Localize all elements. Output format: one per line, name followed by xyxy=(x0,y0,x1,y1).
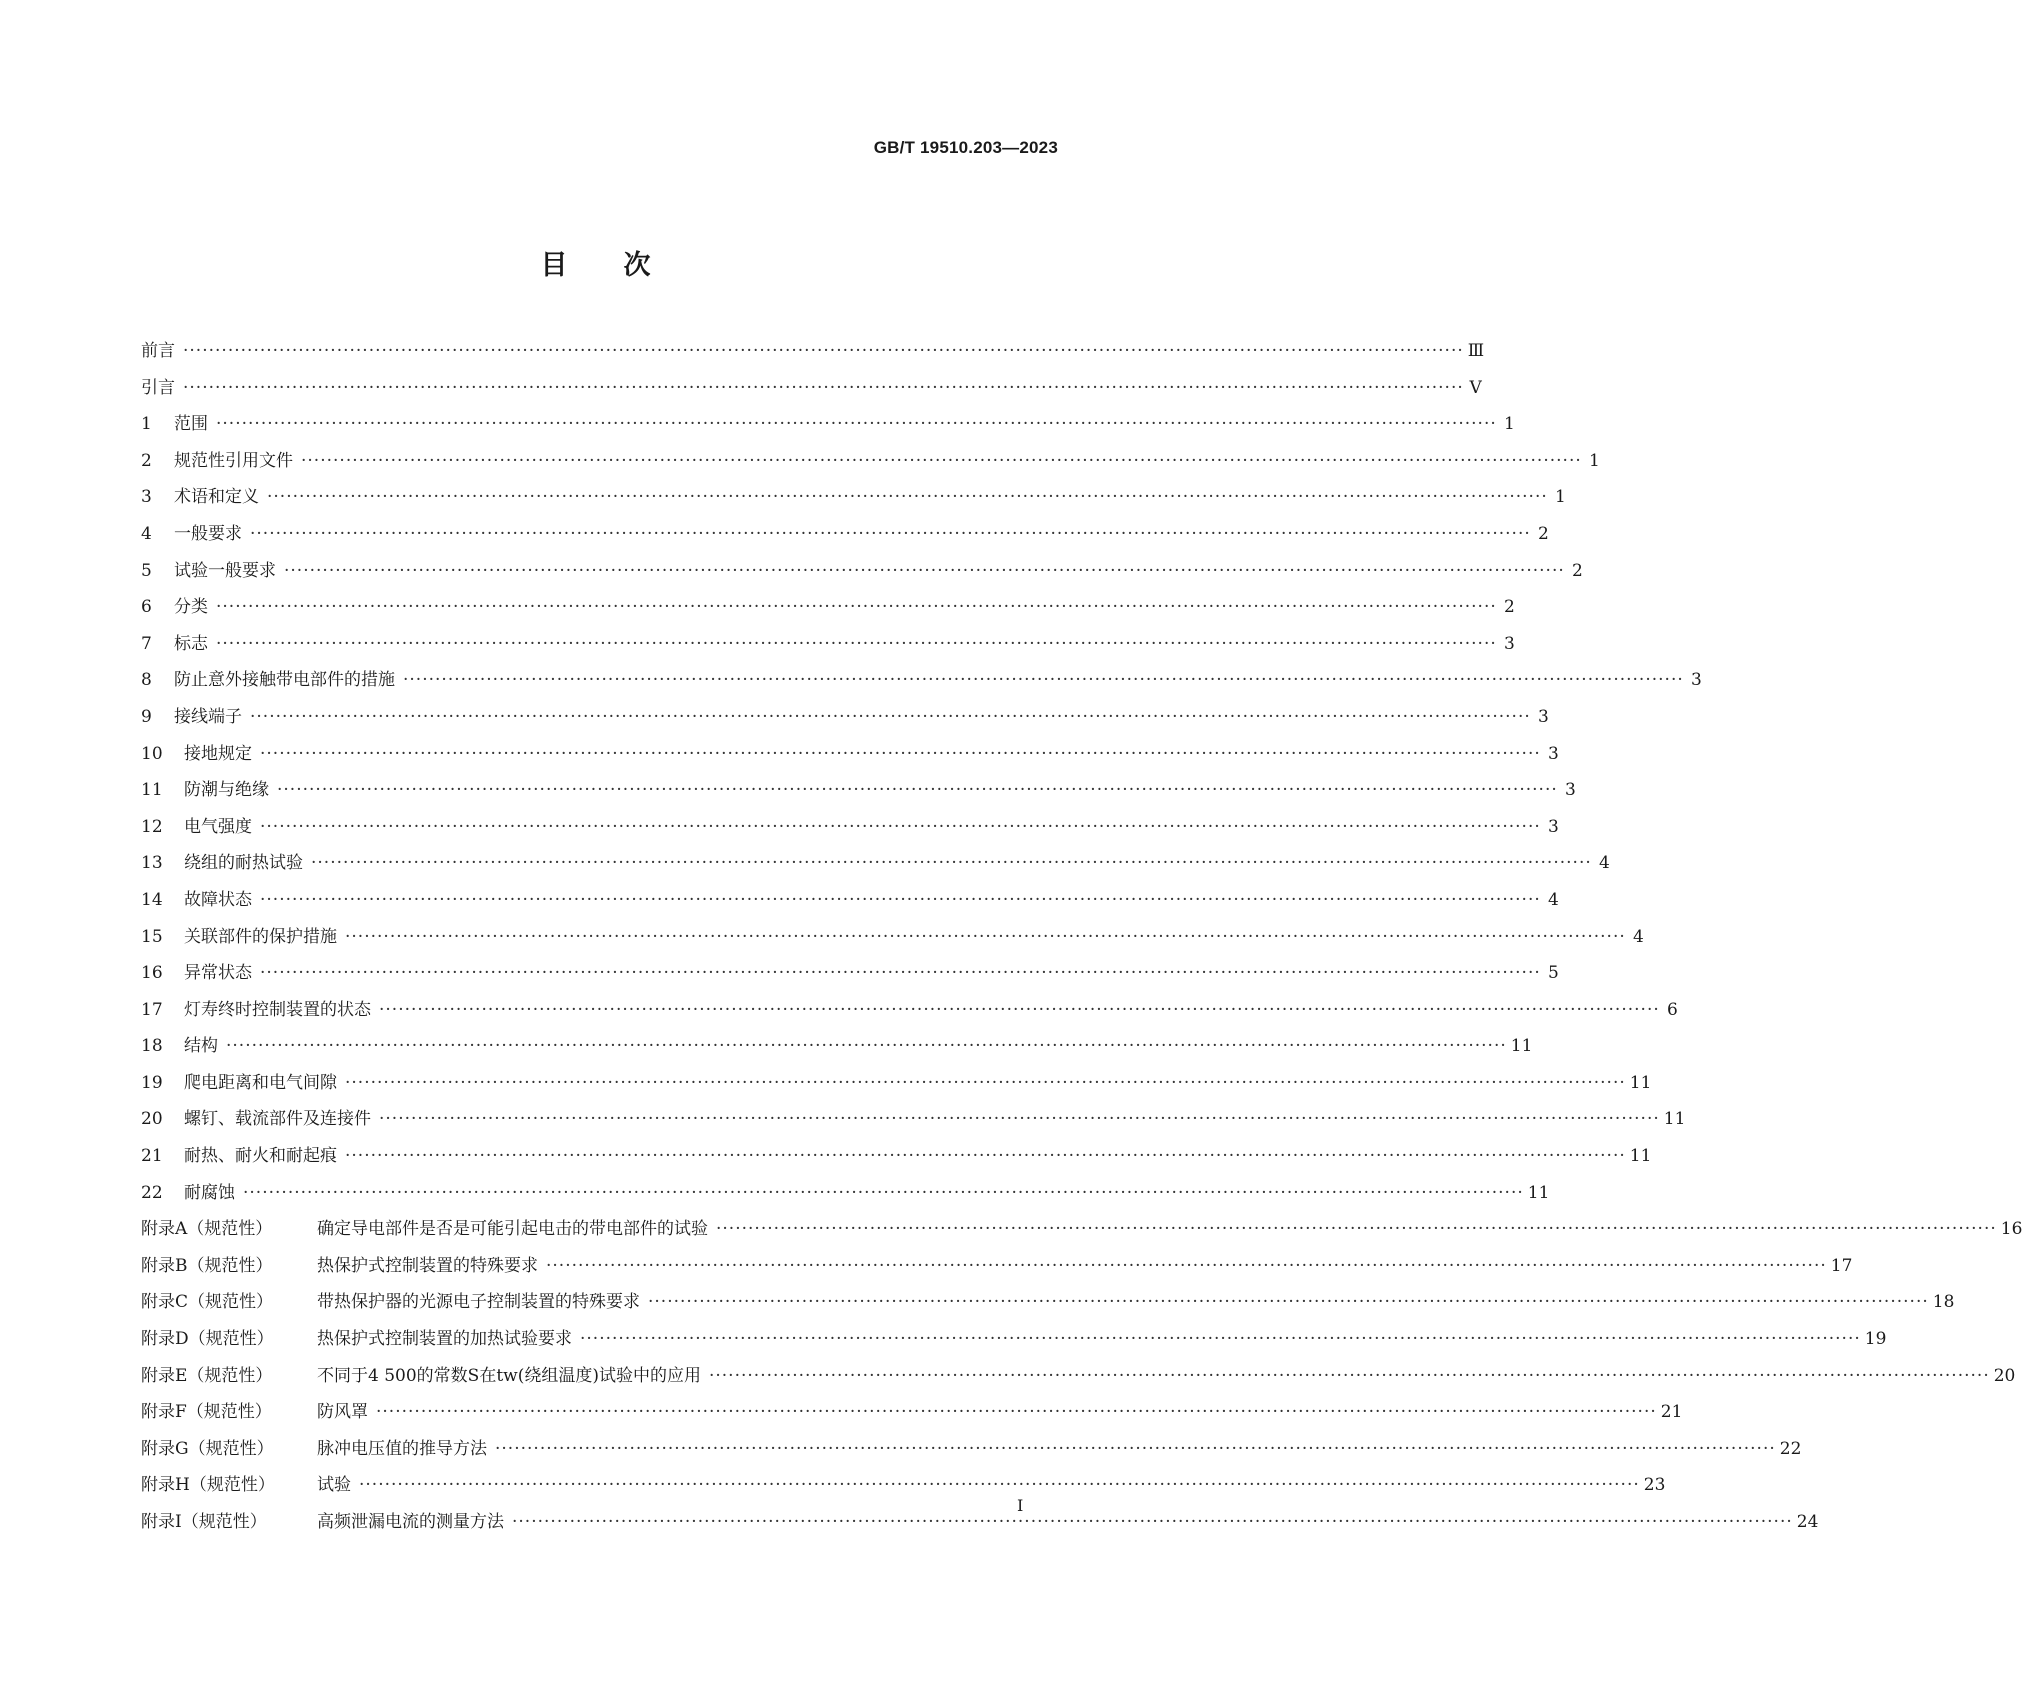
toc-entry[interactable] xyxy=(141,1101,1686,1138)
toc-page-number: 3 xyxy=(1537,706,1549,727)
toc-entry-number: 19 xyxy=(141,1072,163,1093)
toc-entry-title: 异常状态 xyxy=(184,963,252,984)
toc-entry-number: 15 xyxy=(141,926,163,947)
toc-dot-leader: ········································································································································································································ xyxy=(495,1438,1776,1459)
toc-dot-leader: ········································································································································································································ xyxy=(260,963,1541,984)
toc-entry[interactable] xyxy=(141,626,1515,663)
toc-dot-leader: ········································································································································································································ xyxy=(379,999,1660,1020)
toc-annex-label: 附录F（规范性） xyxy=(141,1402,272,1423)
toc-entry[interactable] xyxy=(141,333,1485,370)
toc-dot-leader: ········································································································································································································ xyxy=(226,1036,1507,1057)
toc-entry-title: 耐热、耐火和耐起痕 xyxy=(184,1146,337,1167)
toc-entry-number: 22 xyxy=(141,1182,163,1203)
toc-entry[interactable] xyxy=(141,845,1610,882)
toc-entry[interactable] xyxy=(141,1431,1802,1468)
toc-dot-leader: ········································································································································································································ xyxy=(311,853,1592,874)
toc-entry-number: 3 xyxy=(141,487,152,508)
toc-entry-title: 一般要求 xyxy=(174,523,242,544)
standard-number: GB/T 19510.203—2023 xyxy=(873,138,1058,157)
toc-dot-leader: ········································································································································································································ xyxy=(183,377,1464,398)
toc-dot-leader: ········································································································································································································ xyxy=(216,597,1497,618)
toc-page-number: 4 xyxy=(1598,853,1610,874)
toc-page-number: 3 xyxy=(1547,743,1559,764)
toc-entry[interactable] xyxy=(141,919,1644,956)
toc-entry-title: 范围 xyxy=(174,414,208,435)
toc-entry[interactable] xyxy=(141,992,1678,1029)
toc-entry-title: 绕组的耐热试验 xyxy=(184,853,303,874)
toc-page-number: 2 xyxy=(1537,523,1549,544)
toc-entry[interactable] xyxy=(141,699,1549,736)
toc-entry-title: 试验一般要求 xyxy=(174,560,276,581)
toc-dot-leader: ········································································································································································································ xyxy=(546,1255,1827,1276)
toc-dot-leader: ········································································································································································································ xyxy=(580,1329,1861,1350)
toc-annex-label: 附录D（规范性） xyxy=(141,1329,274,1350)
toc-entry-number: 12 xyxy=(141,816,163,837)
toc-entry[interactable] xyxy=(141,443,1600,480)
toc-page-number: 1 xyxy=(1588,450,1600,471)
toc-page-number: Ⅴ xyxy=(1469,377,1482,398)
toc-entry-title: 防风罩 xyxy=(317,1402,368,1423)
toc-entry-title: 不同于4 500的常数S在tw(绕组温度)试验中的应用 xyxy=(317,1365,701,1386)
toc-entry[interactable] xyxy=(141,370,1482,407)
toc-entry-title: 热保护式控制装置的特殊要求 xyxy=(317,1255,538,1276)
toc-dot-leader: ········································································································································································································ xyxy=(403,670,1684,691)
toc-entry-title: 带热保护器的光源电子控制装置的特殊要求 xyxy=(317,1292,640,1313)
toc-entry-title: 接地规定 xyxy=(184,743,252,764)
toc-page-number: 2 xyxy=(1571,560,1583,581)
toc-annex-label: 附录B（规范性） xyxy=(141,1255,273,1276)
toc-entry[interactable] xyxy=(141,1284,1955,1321)
toc-page-number: 16 xyxy=(2000,1219,2022,1240)
toc-page-number: 11 xyxy=(1510,1036,1533,1057)
toc-page-number: 4 xyxy=(1632,926,1644,947)
toc-entry-title: 试验 xyxy=(317,1475,351,1496)
toc-entry-number: 21 xyxy=(141,1146,163,1167)
toc-dot-leader: ········································································································································································································ xyxy=(277,780,1558,801)
toc-entry[interactable] xyxy=(141,1175,1550,1212)
toc-entry[interactable] xyxy=(141,1504,1819,1541)
toc-entry[interactable] xyxy=(141,1065,1652,1102)
toc-entry[interactable] xyxy=(141,1358,2016,1395)
toc-entry[interactable] xyxy=(141,406,1515,443)
toc-entry-number: 6 xyxy=(141,597,152,618)
toc-page-number: 6 xyxy=(1666,999,1678,1020)
toc-dot-leader: ········································································································································································································ xyxy=(260,743,1541,764)
toc-dot-leader: ········································································································································································································ xyxy=(345,1072,1626,1093)
toc-entry-title: 确定导电部件是否是可能引起电击的带电部件的试验 xyxy=(317,1219,708,1240)
toc-page-number: 11 xyxy=(1527,1182,1550,1203)
toc-entry-title: 防潮与绝缘 xyxy=(184,780,269,801)
toc-page-number: 3 xyxy=(1690,670,1702,691)
toc-entry[interactable] xyxy=(141,809,1559,846)
toc-entry-title: 螺钉、载流部件及连接件 xyxy=(184,1109,371,1130)
toc-entry[interactable] xyxy=(141,1028,1533,1065)
toc-annex-label: 附录I（规范性） xyxy=(141,1512,267,1532)
toc-entry-title: 灯寿终时控制装置的状态 xyxy=(184,999,371,1020)
toc-entry-number: 10 xyxy=(141,743,163,764)
toc-entry[interactable] xyxy=(141,553,1583,590)
toc-dot-leader: ········································································································································································································ xyxy=(284,560,1565,581)
toc-entry-title: 前言 xyxy=(141,341,175,361)
toc-entry[interactable] xyxy=(141,955,1559,992)
toc-page-number: 11 xyxy=(1629,1072,1652,1093)
toc-page-number: 3 xyxy=(1547,816,1559,837)
toc-page-number: 18 xyxy=(1932,1292,1955,1313)
page-title: 目次 xyxy=(540,250,707,281)
toc-entry-number: 2 xyxy=(141,450,152,471)
toc-entry-number: 14 xyxy=(141,889,163,910)
toc-entry-title: 故障状态 xyxy=(184,889,252,910)
toc-dot-leader: ········································································································································································································ xyxy=(301,450,1582,471)
toc-entry-number: 13 xyxy=(141,853,163,874)
toc-entry-title: 高频泄漏电流的测量方法 xyxy=(317,1512,504,1532)
toc-entry[interactable] xyxy=(141,589,1515,626)
toc-dot-leader: ········································································································································································································ xyxy=(512,1512,1793,1532)
toc-dot-leader: ········································································································································································································ xyxy=(379,1109,1660,1130)
toc-entry-title: 防止意外接触带电部件的措施 xyxy=(174,670,395,691)
toc-dot-leader: ········································································································································································································ xyxy=(648,1292,1929,1313)
toc-page-number: 20 xyxy=(1993,1365,2016,1386)
toc-entry-number: 9 xyxy=(141,706,152,727)
toc-dot-leader: ········································································································································································································ xyxy=(216,633,1497,654)
toc-page-number: Ⅲ xyxy=(1467,341,1485,361)
toc-annex-label: 附录C（规范性） xyxy=(141,1292,274,1313)
toc-entry-number: 17 xyxy=(141,999,163,1020)
toc-entry-number: 16 xyxy=(141,963,163,984)
toc-dot-leader: ········································································································································································································ xyxy=(267,487,1548,508)
toc-annex-label: 附录A（规范性） xyxy=(141,1219,273,1240)
toc-page-number: 4 xyxy=(1547,889,1559,910)
toc-dot-leader: ········································································································································································································ xyxy=(216,414,1497,435)
toc-entry-number: 7 xyxy=(141,633,152,654)
toc-dot-leader: ········································································································································································································ xyxy=(345,1146,1626,1167)
toc-entry-title: 关联部件的保护措施 xyxy=(184,926,337,947)
toc-entry-title: 结构 xyxy=(184,1036,218,1057)
toc-page-number: 3 xyxy=(1564,780,1576,801)
toc-entry-title: 术语和定义 xyxy=(174,487,259,508)
toc-dot-leader: ········································································································································································································ xyxy=(359,1475,1640,1496)
toc-dot-leader: ········································································································································································································ xyxy=(243,1182,1524,1203)
toc-entry[interactable] xyxy=(141,882,1559,919)
table-of-contents xyxy=(141,333,2022,1541)
toc-annex-label: 附录G（规范性） xyxy=(141,1438,274,1459)
toc-entry-title: 规范性引用文件 xyxy=(174,450,293,471)
toc-dot-leader: ········································································································································································································ xyxy=(376,1402,1657,1423)
toc-page-number: 3 xyxy=(1503,633,1515,654)
toc-entry-title: 脉冲电压值的推导方法 xyxy=(317,1438,487,1459)
toc-dot-leader: ········································································································································································································ xyxy=(260,816,1541,837)
toc-page-number: 19 xyxy=(1864,1329,1887,1350)
toc-page-number: 21 xyxy=(1660,1402,1683,1423)
toc-entry-title: 标志 xyxy=(174,633,208,654)
toc-page-number: 22 xyxy=(1779,1438,1802,1459)
toc-entry[interactable] xyxy=(141,479,1566,516)
toc-page-number: 5 xyxy=(1547,963,1559,984)
toc-entry-number: 1 xyxy=(141,414,152,435)
toc-page-number: 23 xyxy=(1643,1475,1666,1496)
toc-page-number: 17 xyxy=(1830,1255,1853,1276)
toc-dot-leader: ········································································································································································································ xyxy=(345,926,1626,947)
toc-page-number: 1 xyxy=(1503,414,1515,435)
toc-entry-number: 18 xyxy=(141,1036,163,1057)
toc-entry-number: 5 xyxy=(141,560,152,581)
toc-entry-title: 耐腐蚀 xyxy=(184,1182,235,1203)
toc-entry[interactable] xyxy=(141,1211,2022,1248)
toc-entry-title: 分类 xyxy=(174,597,208,618)
page-number: Ⅰ xyxy=(1017,1496,1024,1515)
toc-entry-title: 爬电距离和电气间隙 xyxy=(184,1072,337,1093)
toc-entry[interactable] xyxy=(141,1321,1887,1358)
toc-entry[interactable] xyxy=(141,516,1549,553)
toc-annex-label: 附录H（规范性） xyxy=(141,1475,275,1496)
toc-entry-title: 电气强度 xyxy=(184,816,252,837)
toc-entry[interactable] xyxy=(141,662,1702,699)
toc-dot-leader: ········································································································································································································ xyxy=(716,1219,1997,1240)
toc-entry-number: 20 xyxy=(141,1109,163,1130)
toc-entry-title: 热保护式控制装置的加热试验要求 xyxy=(317,1329,572,1350)
toc-dot-leader: ········································································································································································································ xyxy=(250,523,1531,544)
toc-dot-leader: ········································································································································································································ xyxy=(260,889,1541,910)
toc-annex-label: 附录E（规范性） xyxy=(141,1365,273,1386)
toc-page-number: 11 xyxy=(1629,1146,1652,1167)
toc-page-number: 24 xyxy=(1796,1512,1819,1532)
toc-entry-number: 8 xyxy=(141,670,152,691)
toc-dot-leader: ········································································································································································································ xyxy=(183,341,1464,361)
toc-page-number: 2 xyxy=(1503,597,1515,618)
toc-page-number: 1 xyxy=(1554,487,1566,508)
toc-entry-title: 引言 xyxy=(141,377,175,398)
toc-entry[interactable] xyxy=(141,736,1559,773)
toc-entry[interactable] xyxy=(141,1467,1666,1504)
toc-entry[interactable] xyxy=(141,1138,1652,1175)
toc-entry[interactable] xyxy=(141,772,1576,809)
toc-dot-leader: ········································································································································································································ xyxy=(708,1365,1990,1386)
toc-entry-number: 11 xyxy=(141,780,163,801)
toc-entry[interactable] xyxy=(141,1394,1683,1431)
toc-dot-leader: ········································································································································································································ xyxy=(250,706,1531,727)
toc-entry[interactable] xyxy=(141,1248,1853,1285)
toc-entry-title: 接线端子 xyxy=(174,706,242,727)
toc-entry-number: 4 xyxy=(141,523,152,544)
toc-page-number: 11 xyxy=(1663,1109,1686,1130)
